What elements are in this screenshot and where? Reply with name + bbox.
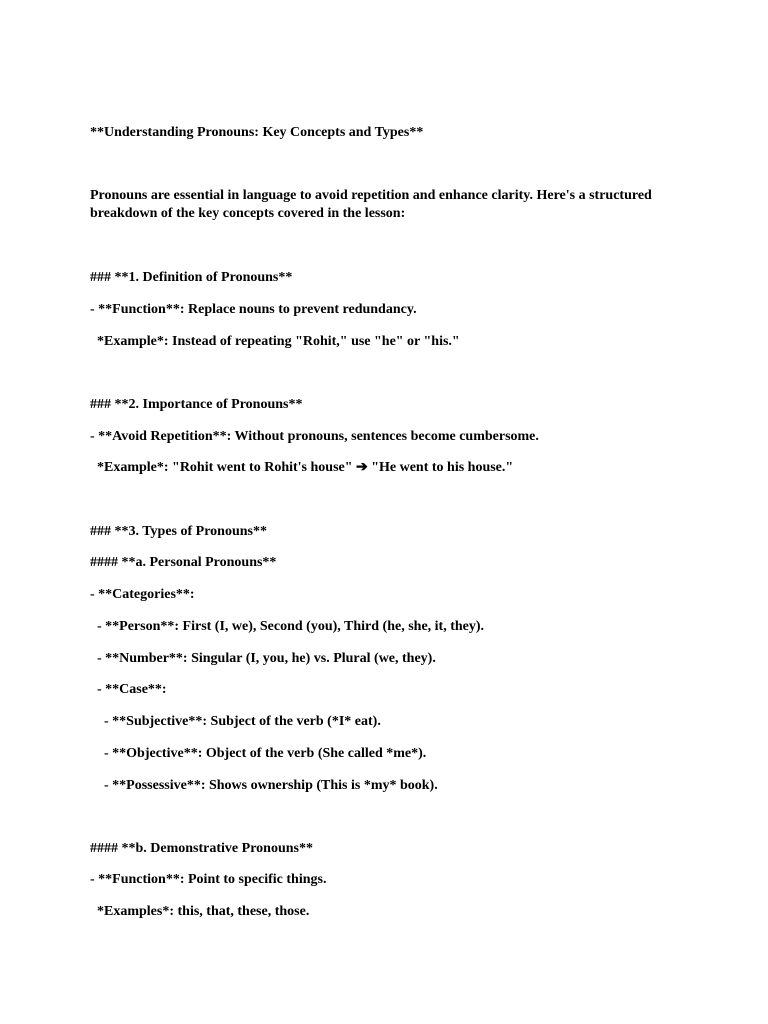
section1-function: - **Function**: Replace nouns to prevent redundancy. <box>90 302 417 317</box>
possessive-item: - **Possessive**: Shows ownership (This is *my* book). <box>90 778 438 793</box>
demonstrative-pronouns-heading: #### **b. Demonstrative Pronouns** <box>90 841 313 856</box>
subjective-item: - **Subjective**: Subject of the verb (*I* eat). <box>90 714 381 729</box>
case-item: - **Case**: <box>90 682 167 697</box>
person-item: - **Person**: First (I, we), Second (you), Third (he, she, it, they). <box>90 619 485 634</box>
personal-pronouns-heading: #### **a. Personal Pronouns** <box>90 555 277 570</box>
objective-item: - **Objective**: Object of the verb (She called *me*). <box>90 746 427 761</box>
section2-example: *Example*: "Rohit went to Rohit's house" ➔ "He went to his house." <box>90 460 514 475</box>
intro-paragraph: Pronouns are essential in language to avoid repetition and enhance clarity. Here's a structured breakdown of the key concepts covered in the lesson: <box>90 188 652 221</box>
section3-heading: ### **3. Types of Pronouns** <box>90 524 267 539</box>
section2-heading: ### **2. Importance of Pronouns** <box>90 397 303 412</box>
demonstrative-examples: *Examples*: this, that, these, those. <box>90 904 310 919</box>
section2-avoid-repetition: - **Avoid Repetition**: Without pronouns, sentences become cumbersome. <box>90 429 539 444</box>
number-item: - **Number**: Singular (I, you, he) vs. Plural (we, they). <box>90 651 436 666</box>
section1-heading: ### **1. Definition of Pronouns** <box>90 270 293 285</box>
document-title: **Understanding Pronouns: Key Concepts and Types** <box>90 125 424 140</box>
demonstrative-function: - **Function**: Point to specific things. <box>90 872 327 887</box>
categories-item: - **Categories**: <box>90 587 195 602</box>
section1-example: *Example*: Instead of repeating "Rohit," use "he" or "his." <box>90 334 460 349</box>
